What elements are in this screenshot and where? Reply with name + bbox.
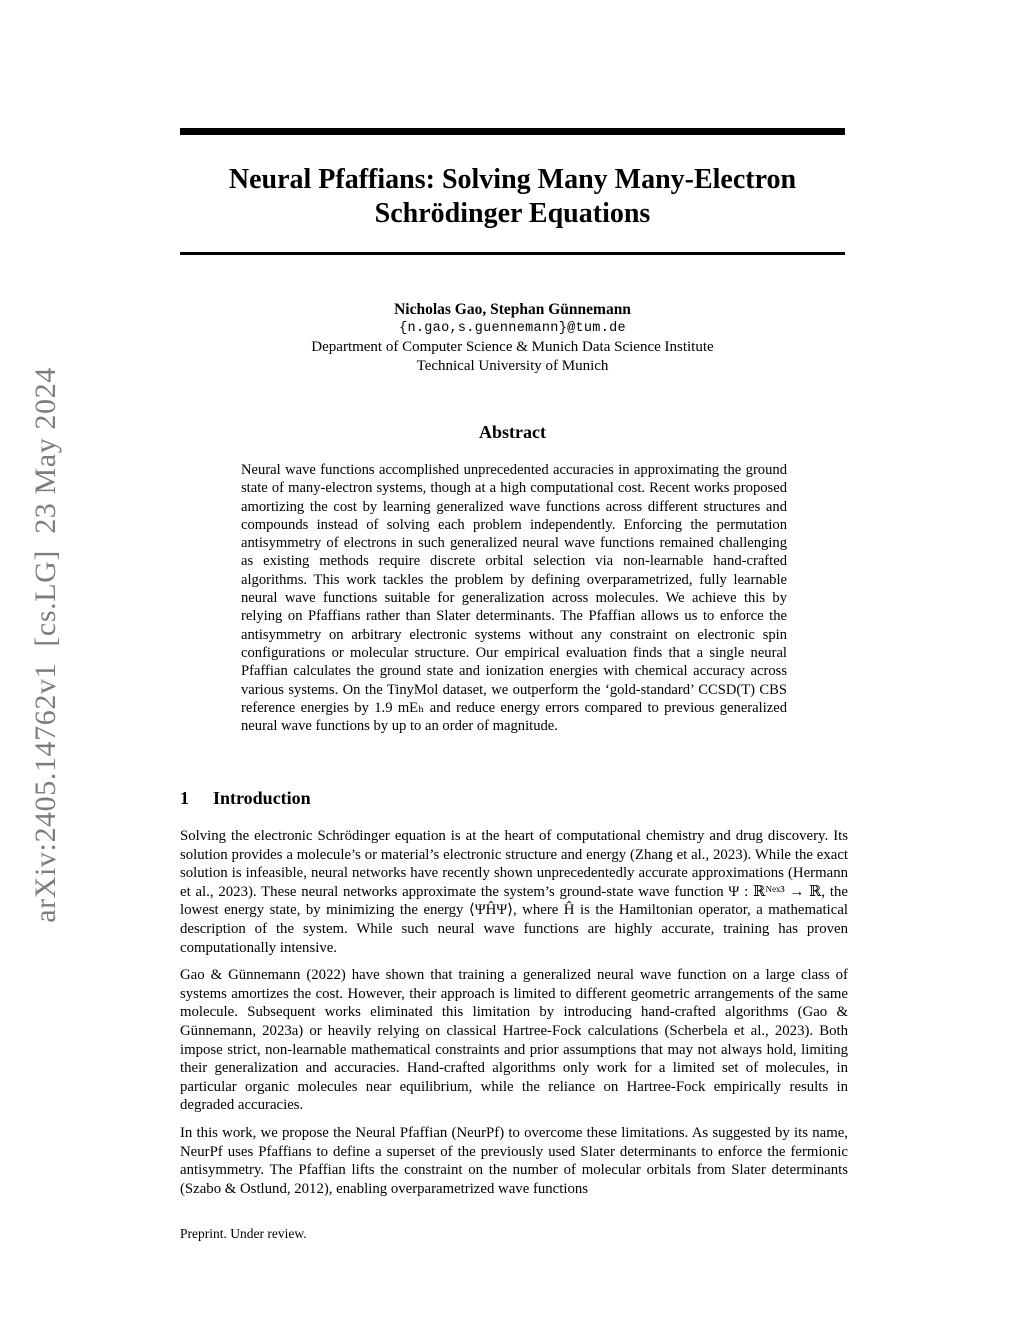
section-title: Introduction xyxy=(213,788,311,808)
author-email: {n.gao,s.guennemann}@tum.de xyxy=(399,320,626,336)
section-number: 1 xyxy=(180,788,189,808)
author-university: Technical University of Munich xyxy=(416,357,609,374)
top-rule xyxy=(180,128,845,135)
paper-title-line2: Schrödinger Equations xyxy=(374,198,651,229)
author-names: Nicholas Gao, Stephan Günnemann xyxy=(394,301,631,318)
abstract-heading: Abstract xyxy=(479,422,546,442)
title-divider-rule xyxy=(180,252,845,255)
introduction-paragraph-2: Gao & Günnemann (2022) have shown that training a generalized neural wave function on a large class of systems amortizes the cost. However, their approach is limited to different geometric arrangements of the same molecule. Subsequent works eliminated this limitation by introducing hand-crafted algorithms (Gao & Günnemann, 2023a) or heavily relying on classical Hartree-Fock calculations (Scherbela et al., 2023). Both impose strict, non-learnable mathematical constraints and prior assumptions that may not always hold, limiting their generalization and accuracies. Hand-crafted algorithms only work for a limited set of molecules, in particular organic molecules near equilibrium, while the reliance on Hartree-Fock empirically results in degraded accuracies. xyxy=(180,967,848,1114)
introduction-paragraph-1: Solving the electronic Schrödinger equation is at the heart of computational chemistry and drug discovery. Its solution provides a molecule’s or material’s electronic structure and energy (Zhang et al., 2023). While the exact solution is infeasible, neural networks have recently shown unprecedentedly accurate approximations (Hermann et al., 2023). These neural networks approximate the system’s ground-state wave function Ψ : ℝᴺᵉˣ³ → ℝ, the lowest energy state, by minimizing the energy ⟨ΨĤΨ⟩, where Ĥ is the Hamiltonian operator, a mathematical description of the system. While such neural wave functions are highly accurate, training has proven computationally intensive. xyxy=(180,828,848,956)
paper-title-line1: Neural Pfaffians: Solving Many Many-Electron xyxy=(228,164,797,195)
abstract-text: Neural wave functions accomplished unprecedented accuracies in approximating the ground state of many-electron systems, though at a high computational cost. Recent works proposed amortizing the cost by learning generalized wave functions across different structures and compounds instead of solving each problem independently. Enforcing the permutation antisymmetry of electrons in such generalized neural wave functions remained challenging as existing methods require discrete orbital selection via non-learnable hand-crafted algorithms. This work tackles the problem by defining overparametrized, fully learnable neural wave functions suitable for generalization across molecules. We achieve this by relying on Pfaffians rather than Slater determinants. The Pfaffian allows us to enforce the antisymmetry on arbitrary electronic systems without any constraint on electronic spin configurations or molecular structure. Our empirical evaluation finds that a single neural Pfaffian calculates the ground state and ionization energies with chemical accuracy across various systems. On the TinyMol dataset, we outperform the ‘gold-standard’ CCSD(T) CBS reference energies by 1.9 mEₕ and reduce energy errors compared to previous generalized neural wave functions by up to an order of magnitude. xyxy=(241,462,787,735)
author-affiliation: Department of Computer Science & Munich Data Science Institute xyxy=(311,339,714,355)
introduction-paragraph-3: In this work, we propose the Neural Pfaffian (NeurPf) to overcome these limitations. As suggested by its name, NeurPf uses Pfaffians to define a superset of the previously used Slater determinants to enforce the fermionic antisymmetry. The Pfaffian lifts the constraint on the number of molecular orbitals from Slater determinants (Szabo & Ostlund, 2012), enabling overparametrized wave functions xyxy=(180,1124,848,1197)
preprint-footer: Preprint. Under review. xyxy=(180,1226,307,1241)
author-block xyxy=(180,301,845,375)
arxiv-sidebar-identifier: arXiv:2405.14762v1 [cs.LG] 23 May 2024 xyxy=(29,367,62,923)
section-heading-introduction xyxy=(180,788,848,809)
introduction-body xyxy=(180,827,848,1207)
paper-title xyxy=(180,163,845,231)
